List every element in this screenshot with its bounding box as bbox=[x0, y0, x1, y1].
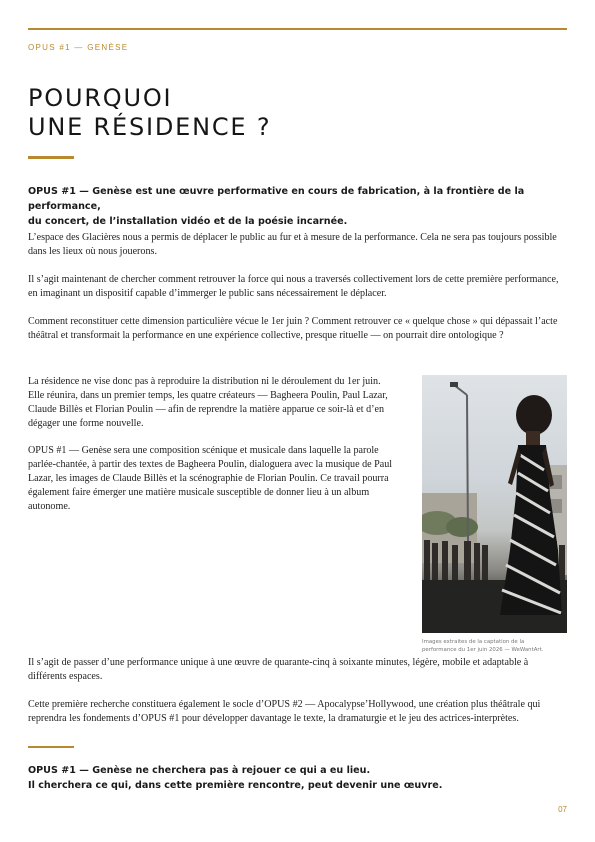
title-line-1: POURQUOI bbox=[28, 84, 173, 112]
paragraph-1: L’espace des Glacières nous a permis de déplacer le public au fur et à mesure de la performance. Cela ne sera pas toujours possible dans les lieux où nous jouerons. bbox=[28, 232, 557, 257]
paragraph-2: Il s’agit maintenant de chercher comment retrouver la force qui nous a traversés collectivement lors de cette première performance, en imaginant un dispositif capable d’immerger le public sans nécessairement le déplacer. bbox=[28, 274, 559, 299]
lead-paragraph bbox=[28, 184, 567, 229]
lead-line-2: du concert, de l’installation vidéo et de la poésie incarnée. bbox=[28, 216, 348, 227]
caption-line-1: Images extraites de la captation de la bbox=[422, 639, 525, 645]
page-title bbox=[28, 84, 271, 142]
paragraph-3: Comment reconstituer cette dimension particulière vécue le 1er juin ? Comment retrouver ce « quelque chose » qui dépassait l’acte théâtral et transformait la performance en une expérience collective, presque rituelle — on pourrait dire ontologique ? bbox=[28, 316, 558, 341]
performance-photo bbox=[422, 375, 567, 633]
lead-line-1: OPUS #1 — Genèse est une œuvre performative en cours de fabrication, à la frontière de la performance, bbox=[28, 186, 525, 212]
closing-line-2: Il cherchera ce qui, dans cette première rencontre, peut devenir une œuvre. bbox=[28, 780, 443, 791]
section-kicker: OPUS #1 — GENÈSE bbox=[28, 43, 129, 52]
closing-accent-rule bbox=[28, 746, 74, 748]
paragraph-5: OPUS #1 — Genèse sera une composition scénique et musicale dans laquelle la parole parlée-chantée, à partir des textes de Bagheera Poulin, dialoguera avec la musique de Paul Lazar, les images de Claude Billès et la scénographie de Florian Poulin. Ce travail pourra également faire émerger une matière musicale susceptible de donner lieu à un album autonome. bbox=[28, 445, 393, 512]
closing-line-1: OPUS #1 — Genèse ne cherchera pas à rejouer ce qui a eu lieu. bbox=[28, 765, 371, 776]
paragraph-6: Il s’agit de passer d’une performance unique à une œuvre de quarante-cinq à soixante minutes, légère, mobile et adaptable à différents espaces. bbox=[28, 657, 529, 682]
closing-statement bbox=[28, 763, 442, 793]
photo-caption bbox=[422, 639, 572, 654]
page-number: 07 bbox=[558, 805, 567, 814]
paragraph-4: La résidence ne vise donc pas à reproduire la distribution ni le déroulement du 1er juin. Elle réunira, dans un premier temps, les quatre créateurs — Bagheera Poulin, Paul Lazar, Claude Billès et Florian Poulin — afin de reprendre la matière apparue ce soir-là et d’en dégager une forme nouvelle. bbox=[28, 376, 388, 429]
title-accent-rule bbox=[28, 156, 74, 159]
caption-line-2: performance du 1er juin 2026 — WeWantArt. bbox=[422, 646, 544, 653]
paragraph-7: Cette première recherche constituera également le socle d’OPUS #2 — Apocalypse’Hollywood, une création plus théâtrale qui reprendra les fondements d’OPUS #1 pour développer davantage le texte, la dramaturgie et le jeu des actrices-interprètes. bbox=[28, 699, 541, 724]
top-rule bbox=[28, 28, 567, 30]
performance-photo-illustration bbox=[422, 375, 567, 633]
title-line-2: UNE RÉSIDENCE ? bbox=[28, 113, 272, 141]
